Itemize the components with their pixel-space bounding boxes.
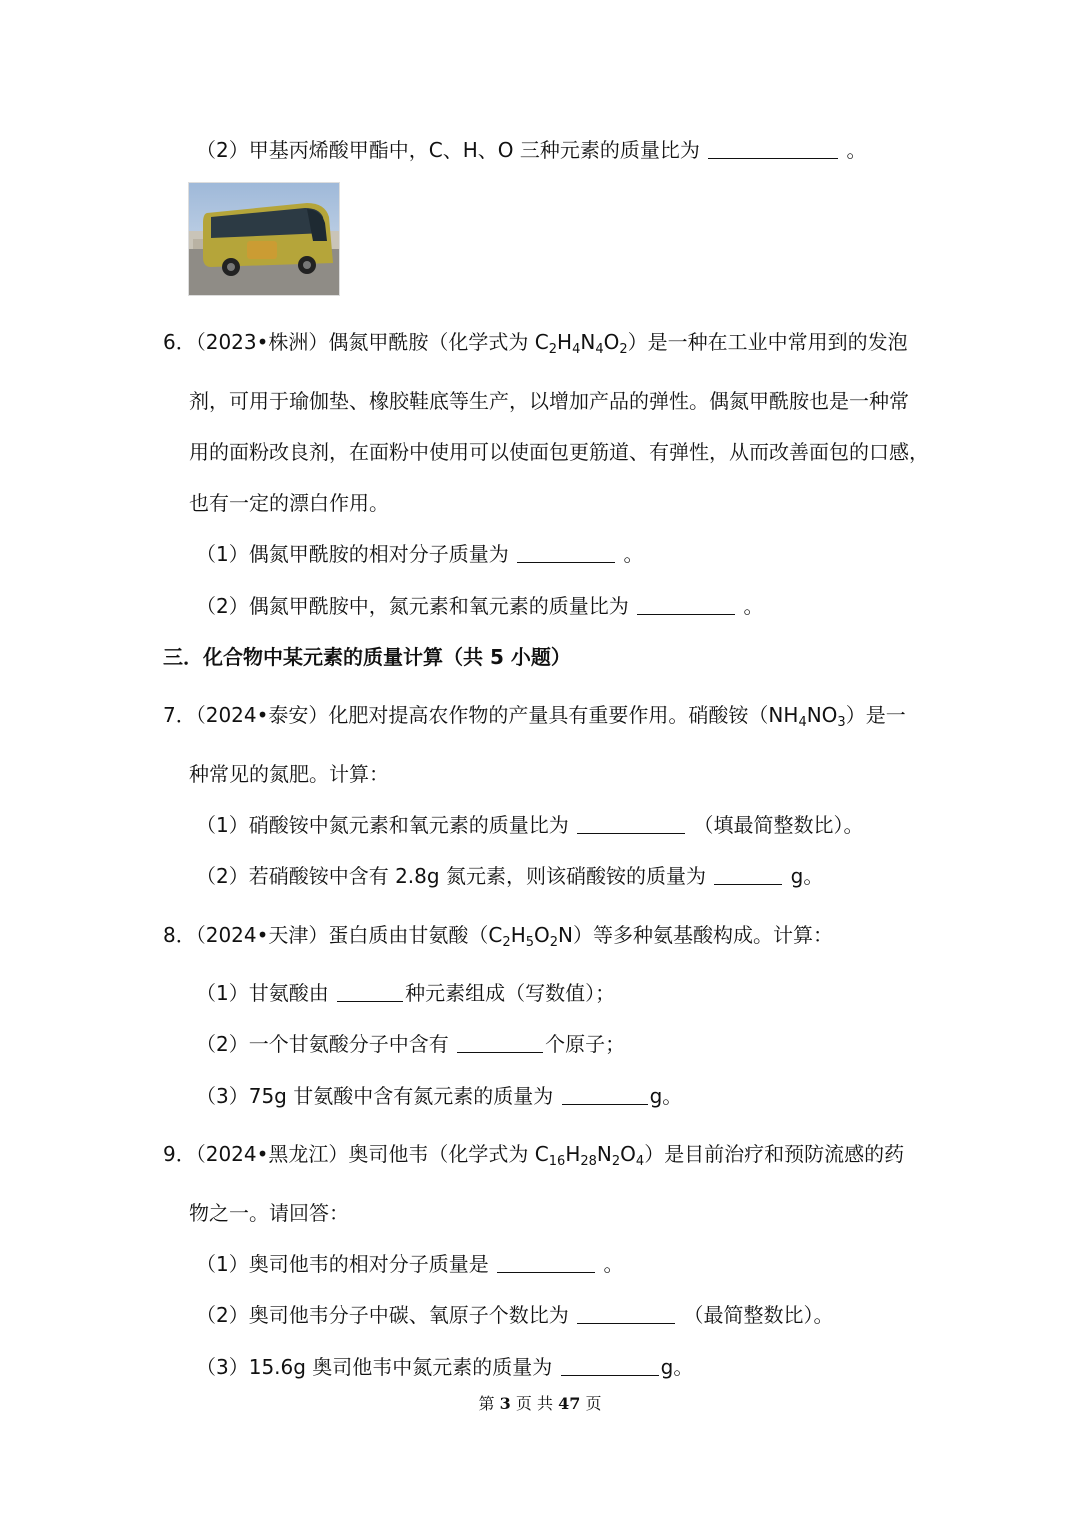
answer-blank[interactable] xyxy=(457,1032,543,1053)
answer-blank[interactable] xyxy=(337,981,403,1002)
q5-part2: （2）甲基丙烯酸甲酯中，C、H、O 三种元素的质量比为 。 xyxy=(196,138,867,162)
q6-part1: （1）偶氮甲酰胺的相对分子质量为 。 xyxy=(196,542,644,566)
q6-line1: 6．（2023•株洲）偶氮甲酰胺（化学式为 $C_2H_4N_4O_2$）是一种在工业中常用到的发泡 xyxy=(163,330,908,357)
q8-part2: （2）一个甘氨酸分子中含有 个原子； xyxy=(196,1032,626,1056)
answer-blank[interactable] xyxy=(562,1084,648,1105)
answer-blank[interactable] xyxy=(497,1252,595,1273)
answer-blank[interactable] xyxy=(517,542,615,563)
answer-blank[interactable] xyxy=(708,138,838,159)
q9-part3: （3）15.6g 奥司他韦中氮元素的质量为 g。 xyxy=(196,1355,694,1379)
total-page-number: 47 xyxy=(558,1394,581,1413)
answer-blank[interactable] xyxy=(637,594,735,615)
q9-part2: （2）奥司他韦分子中碳、氧原子个数比为 （最简整数比）。 xyxy=(196,1303,834,1327)
q7-part2: （2）若硝酸铵中含有 2.8g 氮元素，则该硝酸铵的质量为 g。 xyxy=(196,864,824,888)
section-heading: 三．化合物中某元素的质量计算（共 5 小题） xyxy=(163,645,571,669)
bus-image xyxy=(189,183,339,295)
q8-part1: （1）甘氨酸由 种元素组成（写数值）； xyxy=(196,981,616,1005)
answer-blank[interactable] xyxy=(577,1303,675,1324)
q6-line3: 用的面粉改良剂，在面粉中使用可以使面包更筋道、有弹性，从而改善面包的口感， xyxy=(189,440,929,464)
current-page-number: 3 xyxy=(499,1394,511,1413)
q7-part1: （1）硝酸铵中氮元素和氧元素的质量比为 （填最简整数比）。 xyxy=(196,813,864,837)
q7-line1: 7．（2024•泰安）化肥对提高农作物的产量具有重要作用。硝酸铵$(NH_4NO_3)$是一 xyxy=(163,703,906,730)
q9-part1: （1）奥司他韦的相对分子质量是 。 xyxy=(196,1252,624,1276)
q8-line1: 8．（2024•天津）蛋白质由甘氨酸$(C_2H_5O_2N)$等多种氨基酸构成。计算： xyxy=(163,923,834,950)
q7-line2: 种常见的氮肥。计算： xyxy=(189,762,389,786)
q6-line2: 剂，可用于瑜伽垫、橡胶鞋底等生产，以增加产品的弹性。偶氮甲酰胺也是一种常 xyxy=(189,389,909,413)
page-footer: 第 3 页 共 47 页 xyxy=(478,1394,602,1413)
q9-line1: 9．（2024•黑龙江）奥司他韦（化学式为 $C_{16}H_{28}N_2O_4$）是目前治疗和预防流感的药 xyxy=(163,1142,905,1169)
q6-line4: 也有一定的漂白作用。 xyxy=(189,491,389,515)
answer-blank[interactable] xyxy=(577,813,685,834)
q6-part2: （2）偶氮甲酰胺中，氮元素和氧元素的质量比为 。 xyxy=(196,594,764,618)
bus-photo xyxy=(188,182,340,296)
answer-blank[interactable] xyxy=(714,864,782,885)
q9-line2: 物之一。请回答： xyxy=(189,1201,349,1225)
q8-part3: （3）75g 甘氨酸中含有氮元素的质量为 g。 xyxy=(196,1084,683,1108)
answer-blank[interactable] xyxy=(561,1355,659,1376)
